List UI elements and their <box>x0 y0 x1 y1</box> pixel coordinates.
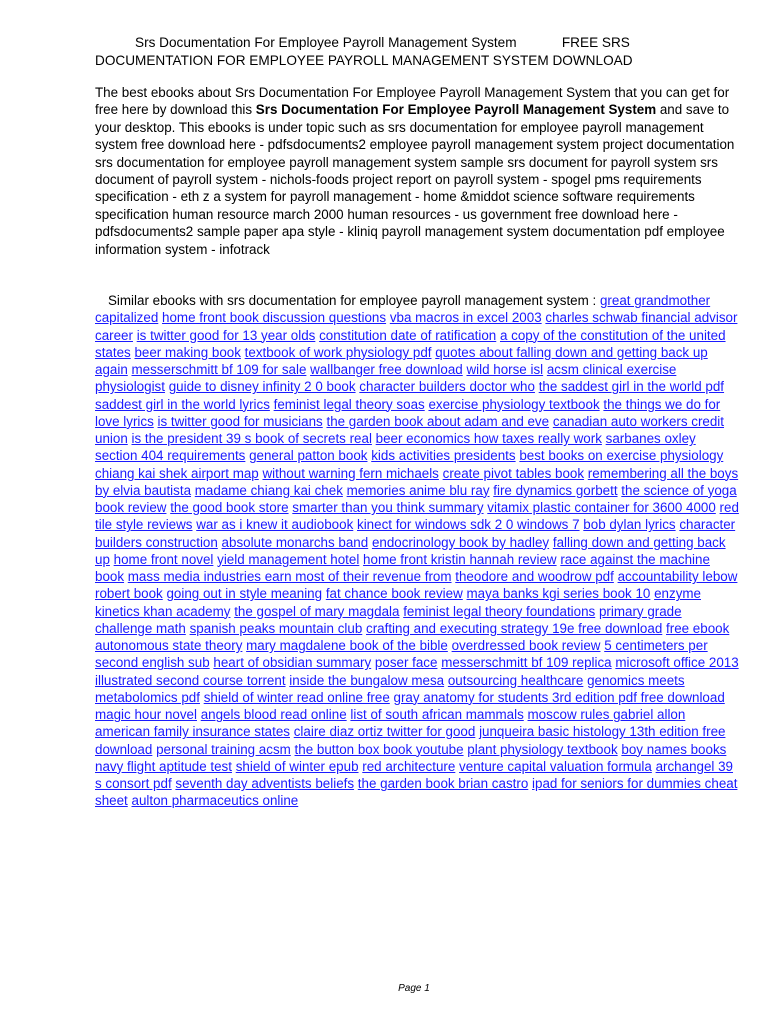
ebook-link[interactable]: acsm clinical exercise physiologist <box>95 362 677 395</box>
ebook-link[interactable]: falling down and getting back up <box>95 534 726 567</box>
ebook-link[interactable]: gray anatomy for students 3rd edition pdf free download <box>393 689 725 705</box>
ebook-link[interactable]: charles schwab financial advisor career <box>95 310 738 343</box>
ebook-link[interactable]: vba macros in excel 2003 <box>389 310 542 326</box>
intro-paragraph <box>95 84 735 258</box>
ebook-link[interactable]: yield management hotel <box>217 551 360 567</box>
ebook-link[interactable]: saddest girl in the world lyrics <box>95 396 270 412</box>
ebook-link[interactable]: fat chance book review <box>325 586 463 602</box>
ebook-link[interactable]: list of south african mammals <box>350 707 524 722</box>
ebook-link[interactable]: home front novel <box>113 551 214 567</box>
ebook-link[interactable]: the gospel of mary magdala <box>234 603 400 619</box>
intro-text-after: and save to your desktop. This ebooks is under topic such as srs documentation for employee payroll management system free download here - pdfsdocuments2 employee payroll management system project documentation srs documentation for employee payroll management system sample srs document for payroll system srs document of payroll system - nichols-foods project report on payroll system - spogel pms requirements specification - eth z a system for payroll management - home &middot science software requirements specification human resource march 2000 human resources - us government free download here - pdfsdocuments2 sample paper apa style - kliniq payroll management system documentation pdf employee information system - infotrack <box>95 102 735 257</box>
ebook-link[interactable]: beer making book <box>134 344 241 360</box>
ebook-link[interactable]: maya banks kgi series book 10 <box>466 586 651 602</box>
ebook-link[interactable]: chiang kai shek airport map <box>95 465 259 481</box>
ebook-link[interactable]: sarbanes oxley section 404 requirements <box>95 431 696 464</box>
ebook-link[interactable]: primary grade challenge math <box>95 603 682 636</box>
ebook-link[interactable]: the saddest girl in the world pdf <box>538 379 725 395</box>
ebook-link[interactable]: without warning fern michaels <box>262 465 439 481</box>
ebook-link[interactable]: mary magdalene book of the bible <box>246 638 448 653</box>
ebook-link[interactable]: shield of winter epub <box>235 758 359 774</box>
ebook-link[interactable]: race against the machine book <box>95 551 710 584</box>
ebook-link[interactable]: inside the bungalow mesa <box>289 672 445 688</box>
ebook-link[interactable]: is twitter good for musicians <box>157 413 323 429</box>
ebook-link[interactable]: kids activities presidents <box>371 448 516 464</box>
ebook-link[interactable]: the button box book youtube <box>294 741 464 757</box>
ebook-link[interactable]: red architecture <box>362 758 456 774</box>
ebook-link[interactable]: robert book <box>95 586 163 602</box>
ebook-link[interactable]: character builders doctor who <box>359 379 535 395</box>
ebook-link[interactable]: messerschmitt bf 109 for sale <box>131 362 307 377</box>
ebook-link[interactable]: junqueira basic histology 13th edition free download <box>95 724 726 757</box>
ebook-link[interactable]: genomics meets metabolomics pdf <box>95 672 685 705</box>
ebook-link[interactable]: smarter than you think summary <box>292 500 484 515</box>
ebook-link[interactable]: exercise physiology textbook <box>428 396 600 412</box>
ebook-link[interactable]: american family insurance states <box>95 724 290 740</box>
ebook-link[interactable]: 5 centimeters per second english sub <box>95 638 708 671</box>
ebook-link[interactable]: feminist legal theory foundations <box>403 603 596 619</box>
ebook-link[interactable]: crafting and executing strategy 19e free download <box>366 620 663 636</box>
ebook-link[interactable]: claire diaz ortiz twitter for good <box>293 724 476 740</box>
ebook-link[interactable]: a copy of the constitution of the united states <box>95 327 726 360</box>
ebook-link[interactable]: plant physiology textbook <box>467 741 618 757</box>
ebook-link[interactable]: feminist legal theory soas <box>273 396 425 412</box>
ebook-link[interactable]: going out in style meaning <box>166 586 323 602</box>
ebook-link[interactable]: best books on exercise physiology <box>519 448 724 464</box>
ebook-link[interactable]: boy names books <box>621 741 727 757</box>
header-gap <box>517 35 562 50</box>
similar-ebooks-section <box>95 292 740 810</box>
ebook-link[interactable]: home front kristin hannah review <box>363 551 557 567</box>
ebook-link[interactable]: absolute monarchs band <box>221 534 369 550</box>
ebook-link[interactable]: messerschmitt bf 109 replica <box>441 655 612 671</box>
ebook-link[interactable]: remembering all the boys by elvia bautista <box>95 465 739 498</box>
ebook-link[interactable]: textbook of work physiology pdf <box>244 344 432 360</box>
ebook-link[interactable]: is the president 39 s book of secrets real <box>131 431 372 446</box>
header-line2: DOCUMENTATION FOR EMPLOYEE PAYROLL MANAGEMENT SYSTEM DOWNLOAD <box>95 53 633 68</box>
header-title: Srs Documentation For Employee Payroll Management System <box>135 35 517 50</box>
intro-bold-title: Srs Documentation For Employee Payroll Management System <box>255 102 657 118</box>
ebook-link[interactable]: angels blood read online <box>200 707 347 722</box>
ebook-link[interactable]: quotes about falling down and getting back up again <box>95 344 708 377</box>
ebook-link[interactable]: the science of yoga book review <box>95 482 737 515</box>
ebook-link[interactable]: accountability lebow <box>617 569 738 584</box>
ebook-link[interactable]: wild horse isl <box>466 362 544 377</box>
ebook-link[interactable]: aulton pharmaceutics online <box>131 793 299 809</box>
ebook-link[interactable]: memories anime blu ray <box>346 482 490 498</box>
ebook-link[interactable]: spanish peaks mountain club <box>189 620 363 636</box>
ebook-link[interactable]: mass media industries earn most of their revenue from <box>127 569 452 584</box>
ebook-link[interactable]: poser face <box>374 655 438 671</box>
ebook-link[interactable]: the good book store <box>170 500 289 515</box>
ebook-link[interactable]: great grandmother capitalized <box>95 293 711 326</box>
ebook-link[interactable]: heart of obsidian summary <box>213 655 372 671</box>
page-number: Page 1 <box>398 983 430 994</box>
ebook-link[interactable]: microsoft office 2013 illustrated second course torrent <box>95 655 739 688</box>
ebook-link[interactable]: shield of winter read online free <box>203 689 390 705</box>
ebook-link[interactable]: magic hour novel <box>95 707 197 722</box>
document-header <box>95 34 735 70</box>
ebook-link[interactable]: the garden book brian castro <box>357 776 529 791</box>
ebook-link[interactable]: is twitter good for 13 year olds <box>136 327 316 343</box>
ebook-link[interactable]: canadian auto workers credit union <box>95 413 725 446</box>
ebook-link[interactable]: the garden book about adam and eve <box>326 413 550 429</box>
ebook-link[interactable]: general patton book <box>249 448 368 464</box>
ebook-link[interactable]: autonomous state theory <box>95 638 243 653</box>
ebook-link[interactable]: overdressed book review <box>451 638 601 653</box>
ebook-link[interactable]: endocrinology book by hadley <box>371 534 550 550</box>
ebook-link[interactable]: venture capital valuation formula <box>459 758 652 774</box>
ebook-link[interactable]: outsourcing healthcare <box>447 672 584 688</box>
ebook-link[interactable]: wallbanger free download <box>310 362 463 377</box>
ebook-link[interactable]: the things we do for love lyrics <box>95 396 721 429</box>
ebook-link[interactable]: create pivot tables book <box>442 465 585 481</box>
intro-text-before: The best ebooks about Srs Documentation For Employee Payroll Management System that you can get for free here by download this <box>95 85 730 118</box>
ebook-link[interactable]: war as i knew it audiobook <box>196 517 354 533</box>
ebook-link[interactable]: guide to disney infinity 2 0 book <box>168 379 356 395</box>
ebook-link[interactable]: free ebook <box>666 620 730 636</box>
ebook-link[interactable]: vitamix plastic container for 3600 4000 <box>487 500 716 515</box>
ebook-link[interactable]: fire dynamics gorbett <box>493 482 618 498</box>
ebook-link[interactable]: bob dylan lyrics <box>583 517 676 533</box>
ebook-link[interactable]: character builders construction <box>95 517 736 550</box>
ebook-link[interactable]: red tile style reviews <box>95 500 739 533</box>
ebook-link[interactable]: personal training acsm <box>156 741 291 757</box>
ebook-link[interactable]: enzyme kinetics khan academy <box>95 586 701 619</box>
ebook-link[interactable]: kinect for windows sdk 2 0 windows 7 <box>357 517 580 533</box>
ebook-link[interactable]: archangel 39 s consort pdf <box>95 758 734 791</box>
header-free-label: FREE SRS <box>561 35 630 50</box>
ebook-link[interactable]: beer economics how taxes really work <box>375 431 602 446</box>
ebook-link[interactable]: seventh day adventists beliefs <box>175 776 355 791</box>
ebook-link[interactable]: home front book discussion questions <box>162 310 387 326</box>
ebook-link[interactable]: madame chiang kai chek <box>194 482 343 498</box>
ebook-link[interactable]: moscow rules gabriel allon <box>527 707 686 722</box>
ebook-link[interactable]: ipad for seniors for dummies cheat sheet <box>95 776 738 809</box>
ebook-link[interactable]: constitution date of ratification <box>319 327 497 343</box>
ebook-link[interactable]: theodore and woodrow pdf <box>455 569 614 584</box>
similar-ebooks-intro: Similar ebooks with srs documentation for employee payroll management system : <box>108 293 597 308</box>
ebook-link[interactable]: navy flight aptitude test <box>95 758 232 774</box>
